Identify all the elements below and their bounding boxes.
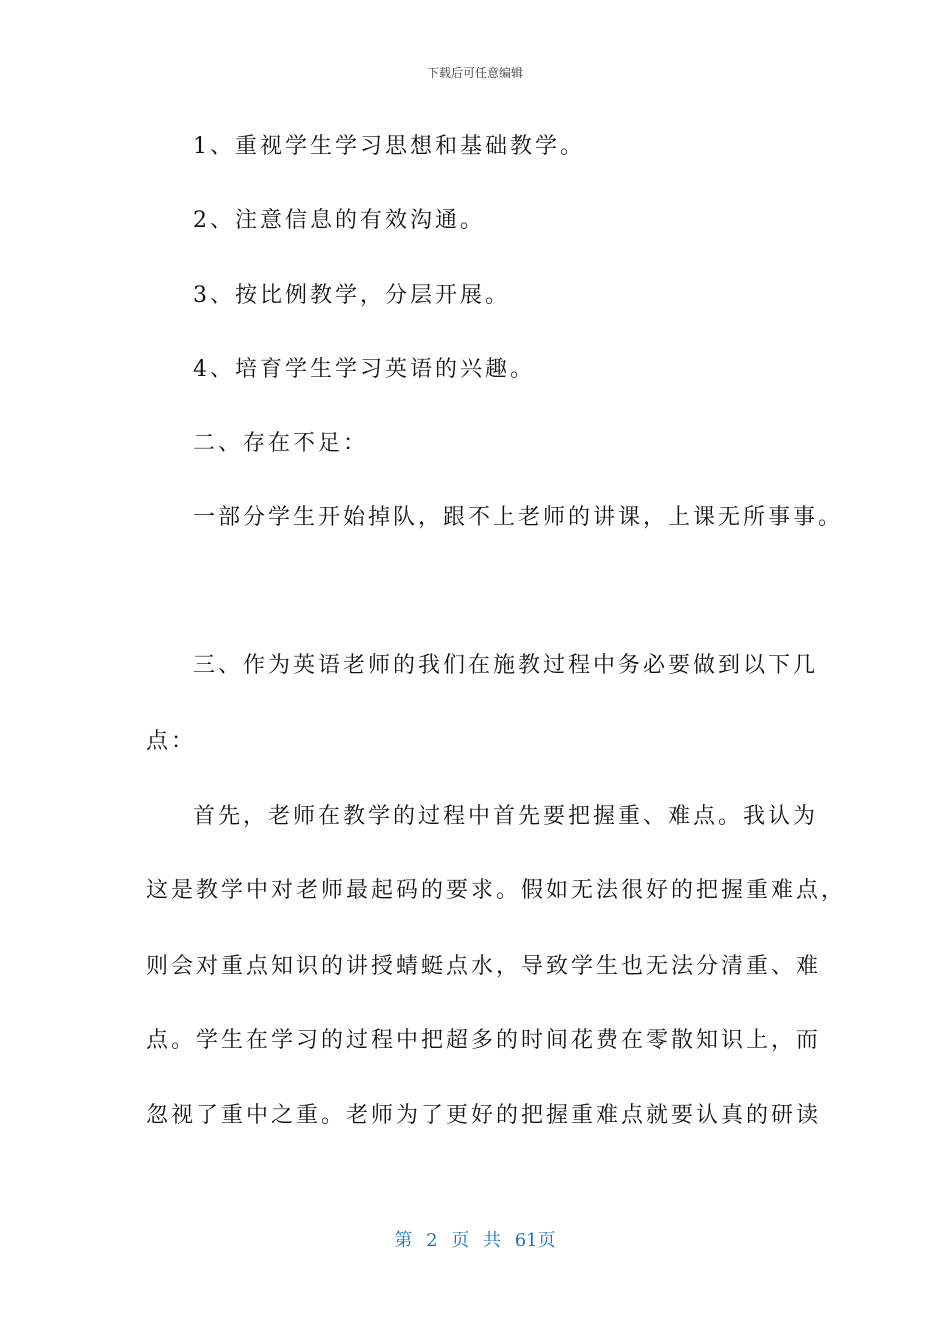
paragraph-line-1: 1、重视学生学习思想和基础教学。: [193, 134, 585, 159]
page-header: 下载后可任意编辑: [426, 66, 523, 80]
paragraph-line-9: 首先，老师在教学的过程中首先要把握重、难点。我认为: [193, 804, 819, 829]
paragraph-line-6: 一部分学生开始掉队，跟不上老师的讲课，上课无所事事。: [193, 505, 844, 530]
paragraph-line-2: 2、注意信息的有效沟通。: [193, 208, 485, 233]
paragraph-line-13: 忽视了重中之重。老师为了更好的把握重难点就要认真的研读: [146, 1103, 822, 1128]
paragraph-line-11: 则会对重点知识的讲授蜻蜓点水，导致学生也无法分清重、难: [146, 954, 822, 979]
paragraph-line-3: 3、按比例教学，分层开展。: [193, 283, 510, 308]
page-number-footer: 第 2 页 共 61页: [394, 1230, 556, 1251]
paragraph-line-8: 点：: [146, 729, 197, 754]
paragraph-line-10: 这是教学中对老师最起码的要求。假如无法很好的把握重难点，: [146, 878, 847, 903]
section-heading-3: 三、作为英语老师的我们在施教过程中务必要做到以下几: [193, 653, 819, 678]
paragraph-line-12: 点。学生在学习的过程中把超多的时间花费在零散知识上，而: [146, 1028, 822, 1053]
paragraph-line-4: 4、培育学生学习英语的兴趣。: [193, 357, 535, 382]
section-heading-2: 二、存在不足：: [193, 431, 369, 456]
